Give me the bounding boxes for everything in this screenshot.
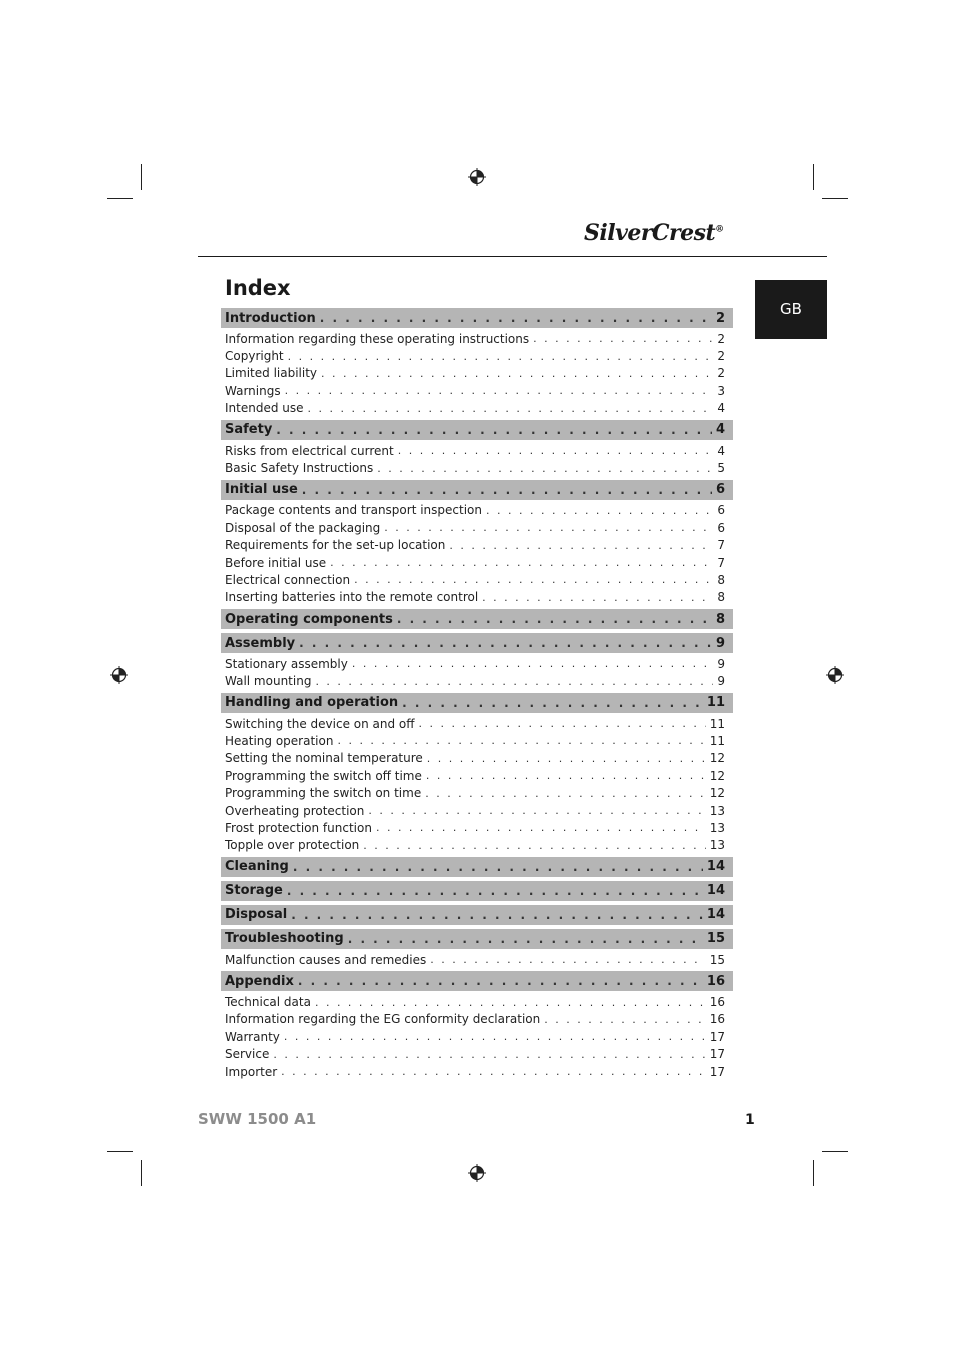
toc-section-heading[interactable] <box>221 633 733 653</box>
toc-entry[interactable] <box>221 732 733 749</box>
toc-section-heading[interactable] <box>221 905 733 925</box>
toc-entry-page: 15 <box>709 952 725 967</box>
registration-mark-icon <box>110 666 128 684</box>
toc-entry[interactable] <box>221 715 733 732</box>
toc-leader-dots <box>337 734 705 747</box>
toc-section-items <box>221 713 733 857</box>
toc-entry-title: Switching the device on and off <box>225 716 415 731</box>
toc-entry-page: 17 <box>709 1029 725 1044</box>
toc-entry-title: Intended use <box>225 401 304 416</box>
toc-leader-dots <box>426 769 706 782</box>
toc-section-page: 15 <box>706 931 725 947</box>
toc-entry-title: Limited liability <box>225 366 318 381</box>
crop-mark <box>107 1151 133 1152</box>
toc-entry-title: Heating operation <box>225 733 334 748</box>
toc-entry-title: Requirements for the set-up location <box>225 538 446 553</box>
toc-entry[interactable] <box>221 459 733 476</box>
toc-leader-dots <box>315 675 713 688</box>
toc-leader-dots <box>321 367 713 380</box>
toc-section-title: Storage <box>225 883 283 899</box>
toc-entry-title: Inserting batteries into the remote control <box>225 590 479 605</box>
toc-entry-title: Stationary assembly <box>225 656 348 671</box>
toc-section-title: Assembly <box>225 635 296 651</box>
toc-entry[interactable] <box>221 767 733 784</box>
toc-section-items <box>221 440 733 480</box>
toc-section-heading[interactable] <box>221 609 733 629</box>
toc-leader-dots <box>291 908 703 922</box>
toc-leader-dots <box>427 752 706 765</box>
toc-entry-page: 12 <box>709 786 725 801</box>
toc-entry-page: 16 <box>709 995 725 1010</box>
toc-entry[interactable] <box>221 802 733 819</box>
toc-leader-dots <box>482 591 713 604</box>
toc-leader-dots <box>299 636 712 650</box>
toc-section-page: 2 <box>715 310 725 326</box>
toc-section-title: Cleaning <box>225 859 289 875</box>
model-number: SWW 1500 A1 <box>198 1110 317 1128</box>
toc-entry-page: 11 <box>709 733 725 748</box>
toc-entry-title: Technical data <box>225 995 311 1010</box>
toc-entry-page: 6 <box>717 503 725 518</box>
toc-entry-page: 17 <box>709 1064 725 1079</box>
toc-entry[interactable] <box>221 400 733 417</box>
toc-leader-dots <box>544 1013 705 1026</box>
toc-leader-dots <box>287 884 703 898</box>
toc-section-title: Troubleshooting <box>225 931 344 947</box>
toc-leader-dots <box>315 996 706 1009</box>
toc-entry[interactable] <box>221 365 733 382</box>
page-number: 1 <box>745 1112 755 1128</box>
toc-section-title: Disposal <box>225 907 288 923</box>
toc-entry[interactable] <box>221 502 733 519</box>
crop-mark <box>822 198 848 199</box>
toc-entry-page: 12 <box>709 768 725 783</box>
toc-section-page: 11 <box>706 695 725 711</box>
toc-section-items <box>221 991 733 1083</box>
toc-entry-title: Warnings <box>225 383 281 398</box>
toc-entry-page: 13 <box>709 820 725 835</box>
toc-entry[interactable] <box>221 750 733 767</box>
toc-leader-dots <box>397 612 712 626</box>
toc-section-heading[interactable] <box>221 480 733 500</box>
toc-leader-dots <box>377 462 713 475</box>
toc-entry-title: Topple over protection <box>225 838 360 853</box>
toc-leader-dots <box>320 311 712 325</box>
toc-entry-title: Service <box>225 1047 270 1062</box>
toc-entry[interactable] <box>221 519 733 536</box>
toc-section-page: 4 <box>715 422 725 438</box>
toc-entry[interactable] <box>221 1011 733 1028</box>
toc-section-items <box>221 328 733 420</box>
toc-entry-title: Warranty <box>225 1029 280 1044</box>
toc-section-page: 14 <box>706 859 725 875</box>
language-tab: GB <box>755 280 827 339</box>
toc-entry-page: 5 <box>717 461 725 476</box>
toc-entry-page: 17 <box>709 1047 725 1062</box>
toc-leader-dots <box>352 657 714 670</box>
toc-leader-dots <box>348 932 703 946</box>
toc-entry[interactable] <box>221 554 733 571</box>
toc-section-page: 9 <box>715 635 725 651</box>
toc-entry-page: 4 <box>717 443 725 458</box>
toc-section-title: Operating components <box>225 611 393 627</box>
toc-entry[interactable] <box>221 819 733 836</box>
crop-mark <box>813 164 814 190</box>
toc-entry-title: Copyright <box>225 349 284 364</box>
toc-entry[interactable] <box>221 1046 733 1063</box>
crop-mark <box>813 1160 814 1186</box>
toc-entry[interactable] <box>221 784 733 801</box>
toc-leader-dots <box>284 1030 706 1043</box>
registration-mark-icon <box>468 1164 486 1182</box>
toc-entry-page: 8 <box>717 590 725 605</box>
toc-leader-dots <box>402 696 703 710</box>
toc-entry[interactable] <box>221 330 733 347</box>
toc-section-heading[interactable] <box>221 929 733 949</box>
toc-entry-title: Package contents and transport inspection <box>225 503 482 518</box>
toc-leader-dots <box>449 539 713 552</box>
toc-entry-page: 2 <box>717 366 725 381</box>
toc-leader-dots <box>384 521 713 534</box>
toc-leader-dots <box>281 1065 706 1078</box>
toc-entry-title: Programming the switch on time <box>225 786 422 801</box>
toc-entry-page: 2 <box>717 331 725 346</box>
toc-entry-title: Before initial use <box>225 555 327 570</box>
toc-section-page: 6 <box>715 482 725 498</box>
toc-section-title: Introduction <box>225 310 316 326</box>
crop-mark <box>141 164 142 190</box>
toc-leader-dots <box>276 423 712 437</box>
toc-section-title: Safety <box>225 422 273 438</box>
toc-entry-title: Frost protection function <box>225 820 372 835</box>
toc-entry-page: 7 <box>717 538 725 553</box>
toc-entry[interactable] <box>221 442 733 459</box>
toc-leader-dots <box>308 402 714 415</box>
toc-section-items <box>221 500 733 609</box>
toc-section-title: Initial use <box>225 482 298 498</box>
toc-entry[interactable] <box>221 1028 733 1045</box>
toc-leader-dots <box>376 821 706 834</box>
toc-entry-page: 13 <box>709 803 725 818</box>
toc-entry-page: 3 <box>717 383 725 398</box>
toc-leader-dots <box>273 1048 705 1061</box>
toc-entry-title: Overheating protection <box>225 803 365 818</box>
toc-leader-dots <box>425 787 706 800</box>
toc-section-heading[interactable] <box>221 857 733 877</box>
toc-section-heading[interactable] <box>221 881 733 901</box>
brand-logo <box>584 220 764 252</box>
toc-section-title: Appendix <box>225 973 294 989</box>
toc-entry-page: 2 <box>717 349 725 364</box>
toc-entry-page: 9 <box>717 656 725 671</box>
header-rule <box>198 256 827 257</box>
toc-entry[interactable] <box>221 655 733 672</box>
toc-leader-dots <box>430 953 705 966</box>
toc-entry[interactable] <box>221 347 733 364</box>
toc-entry[interactable] <box>221 951 733 968</box>
toc-entry-title: Setting the nominal temperature <box>225 751 423 766</box>
toc-leader-dots <box>363 839 705 852</box>
toc-entry-title: Programming the switch off time <box>225 768 422 783</box>
toc-entry[interactable] <box>221 837 733 854</box>
toc-section-page: 14 <box>706 883 725 899</box>
toc-entry-page: 16 <box>709 1012 725 1027</box>
toc-section-page: 14 <box>706 907 725 923</box>
toc-entry-title: Risks from electrical current <box>225 443 394 458</box>
toc-entry-title: Wall mounting <box>225 674 312 689</box>
toc-leader-dots <box>302 483 712 497</box>
page-title: Index <box>225 276 291 300</box>
toc-entry-title: Basic Safety Instructions <box>225 461 374 476</box>
toc-leader-dots <box>285 384 714 397</box>
toc-entry-page: 4 <box>717 401 725 416</box>
crop-mark <box>107 198 133 199</box>
toc-section-heading[interactable] <box>221 693 733 713</box>
toc-leader-dots <box>354 573 713 586</box>
toc-entry[interactable] <box>221 537 733 554</box>
brand-name: SilverCrest <box>584 220 716 246</box>
toc-entry-page: 13 <box>709 838 725 853</box>
toc-entry-page: 9 <box>717 674 725 689</box>
toc-section-page: 8 <box>715 611 725 627</box>
toc-section-heading[interactable] <box>221 308 733 328</box>
toc-entry-title: Information regarding the EG conformity declaration <box>225 1012 541 1027</box>
toc-leader-dots <box>398 444 714 457</box>
toc-leader-dots <box>288 350 714 363</box>
toc-leader-dots <box>419 717 706 730</box>
toc-section-heading[interactable] <box>221 971 733 991</box>
toc-leader-dots <box>533 332 713 345</box>
toc-entry-title: Importer <box>225 1064 278 1079</box>
crop-mark <box>822 1151 848 1152</box>
toc-section-items <box>221 653 733 693</box>
registration-mark-icon <box>468 168 486 186</box>
brand-registered-mark: ® <box>715 224 724 235</box>
toc-entry-title: Malfunction causes and remedies <box>225 952 427 967</box>
toc-section-items <box>221 949 733 971</box>
toc-entry[interactable] <box>221 672 733 689</box>
toc-entry-title: Electrical connection <box>225 572 351 587</box>
toc-section-page: 16 <box>706 973 725 989</box>
toc-entry-page: 11 <box>709 716 725 731</box>
toc-leader-dots <box>298 974 703 988</box>
toc-entry-title: Information regarding these operating instructions <box>225 331 530 346</box>
crop-mark <box>141 1160 142 1186</box>
toc-entry[interactable] <box>221 1063 733 1080</box>
toc-entry-title: Disposal of the packaging <box>225 520 381 535</box>
toc-leader-dots <box>293 860 703 874</box>
toc-entry[interactable] <box>221 589 733 606</box>
table-of-contents <box>221 308 733 1083</box>
toc-section-heading[interactable] <box>221 420 733 440</box>
toc-entry-page: 8 <box>717 572 725 587</box>
toc-section-title: Handling and operation <box>225 695 399 711</box>
toc-entry-page: 7 <box>717 555 725 570</box>
toc-leader-dots <box>368 804 705 817</box>
toc-entry[interactable] <box>221 993 733 1010</box>
toc-entry[interactable] <box>221 571 733 588</box>
toc-entry[interactable] <box>221 382 733 399</box>
toc-leader-dots <box>330 556 713 569</box>
toc-leader-dots <box>486 504 713 517</box>
toc-entry-page: 6 <box>717 520 725 535</box>
toc-entry-page: 12 <box>709 751 725 766</box>
registration-mark-icon <box>826 666 844 684</box>
